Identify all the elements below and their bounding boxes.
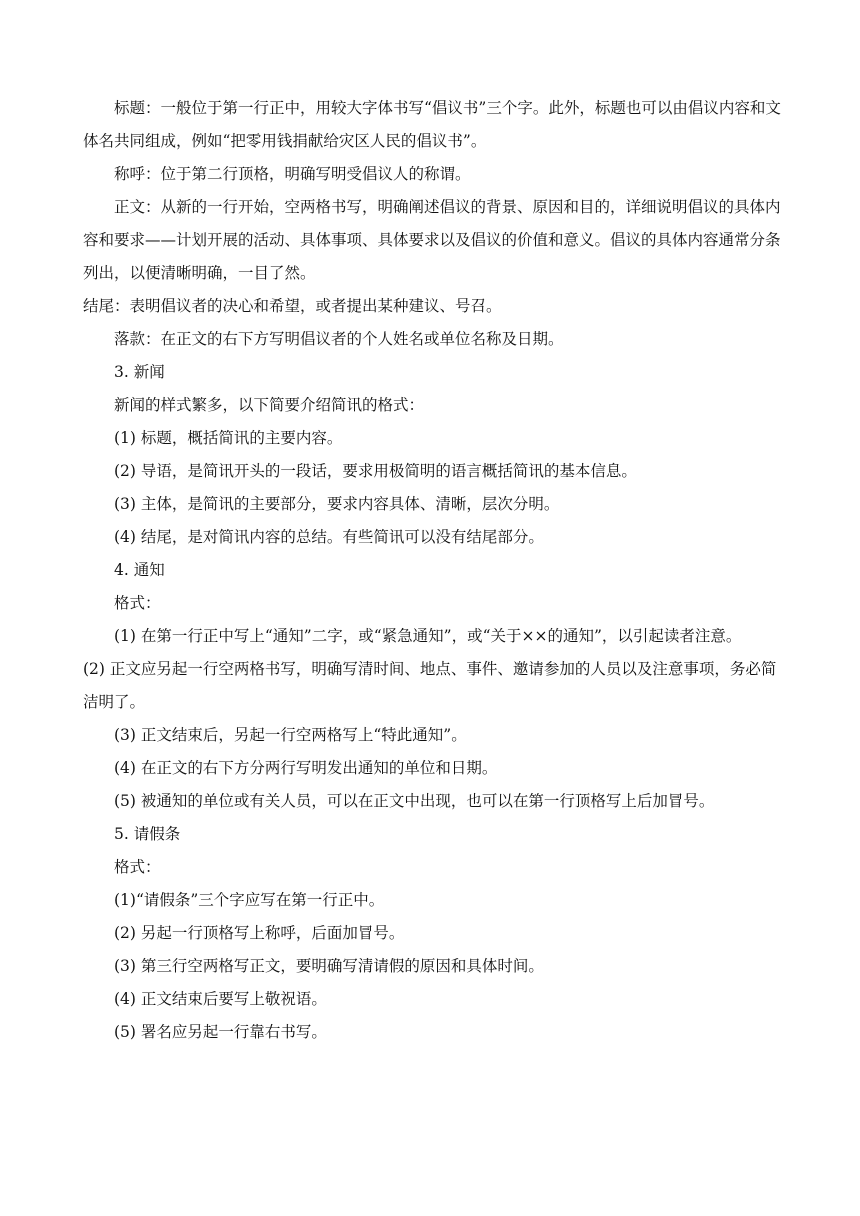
paragraph-jiewei: 结尾：表明倡议者的决心和希望，或者提出某种建议、号召。: [83, 297, 502, 315]
section-heading-notice: 4. 通知: [114, 561, 165, 579]
list-item-notice-1: (1) 在第一行正中写上“通知”二字，或“紧急通知”，或“关于××的通知”，以引起读者注意。: [114, 627, 742, 645]
list-item-leave-5: (5) 署名应另起一行靠右书写。: [114, 1023, 327, 1041]
paragraph-biaoti: 标题：一般位于第一行正中，用较大字体书写“倡议书”三个字。此外，标题也可以由倡议内容和文体名共同组成，例如“把零用钱捐献给灾区人民的倡议书”。: [83, 99, 781, 150]
list-item-leave-3: (3) 第三行空两格写正文，要明确写清请假的原因和具体时间。: [114, 957, 544, 975]
list-item-leave-1: (1)“请假条”三个字应写在第一行正中。: [114, 891, 385, 909]
paragraph-zhengwen: 正文：从新的一行开始，空两格书写，明确阐述倡议的背景、原因和目的，详细说明倡议的具体内容和要求——计划开展的活动、具体事项、具体要求以及倡议的价值和意义。倡议的具体内容通常分条列出，以便清晰明确，一目了然。: [83, 198, 781, 282]
list-item-news-3: (3) 主体，是简讯的主要部分，要求内容具体、清晰，层次分明。: [114, 495, 560, 513]
paragraph-leave-format: 格式：: [114, 858, 161, 876]
list-item-leave-2: (2) 另起一行顶格写上称呼，后面加冒号。: [114, 924, 405, 942]
list-item-notice-3: (3) 正文结束后，另起一行空两格写上“特此通知”。: [114, 726, 467, 744]
section-heading-leave: 5. 请假条: [114, 825, 181, 843]
paragraph-luokuan: 落款：在正文的右下方写明倡议者的个人姓名或单位名称及日期。: [114, 330, 564, 348]
paragraph-chenghu: 称呼：位于第二行顶格，明确写明受倡议人的称谓。: [114, 165, 471, 183]
list-item-notice-2: (2) 正文应另起一行空两格书写，明确写清时间、地点、事件、邀请参加的人员以及注意事项，务必简洁明了。: [83, 660, 777, 711]
list-item-news-1: (1) 标题，概括简讯的主要内容。: [114, 429, 343, 447]
list-item-news-4: (4) 结尾，是对简讯内容的总结。有些简讯可以没有结尾部分。: [114, 528, 544, 546]
list-item-leave-4: (4) 正文结束后要写上敬祝语。: [114, 990, 327, 1008]
document-body: [83, 92, 783, 1049]
list-item-notice-4: (4) 在正文的右下方分两行写明发出通知的单位和日期。: [114, 759, 498, 777]
section-heading-news: 3. 新闻: [114, 363, 165, 381]
list-item-news-2: (2) 导语，是简讯开头的一段话，要求用极简明的语言概括简讯的基本信息。: [114, 462, 637, 480]
paragraph-news-intro: 新闻的样式繁多，以下简要介绍简讯的格式：: [114, 396, 425, 414]
list-item-notice-5: (5) 被通知的单位或有关人员，可以在正文中出现，也可以在第一行顶格写上后加冒号。: [114, 792, 715, 810]
paragraph-notice-format: 格式：: [114, 594, 161, 612]
